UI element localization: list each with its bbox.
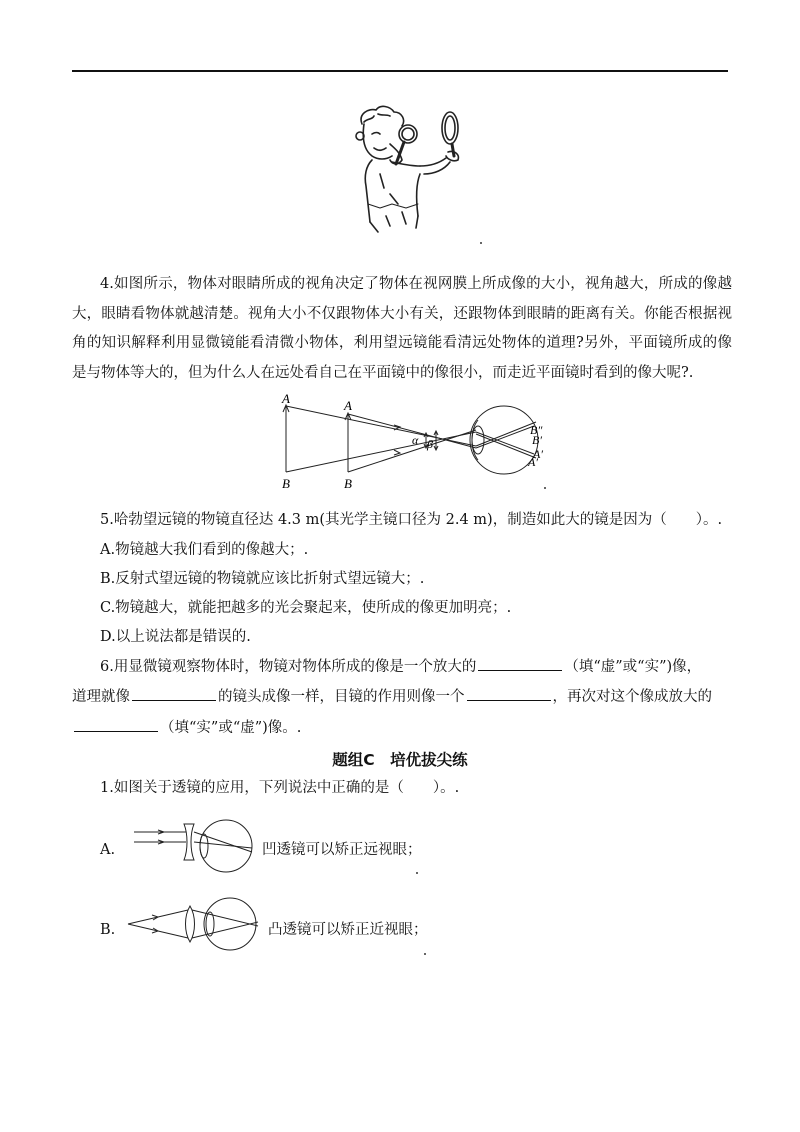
visual-angle-diagram	[276, 392, 556, 496]
answer-blank-3[interactable]	[467, 686, 551, 701]
concave-lens-eye-diagram	[130, 818, 262, 874]
convex-lens-eye-diagram	[126, 896, 266, 952]
label-A-prime-2: A′	[528, 455, 538, 469]
question-6-line-1	[100, 656, 701, 677]
question-6-line-2	[72, 686, 712, 707]
question-6-text: （填“虚”或“实”)像，	[564, 659, 702, 675]
answer-blank-2[interactable]	[132, 686, 216, 701]
answer-blank-4[interactable]	[74, 717, 158, 732]
question-6-text: 道理就像	[72, 689, 130, 705]
c1-option-a-letter: A.	[100, 842, 116, 858]
label-A-near: A	[344, 398, 352, 413]
label-B-near: B	[344, 476, 352, 491]
label-alpha: α	[412, 433, 419, 447]
question-5-option-b: B.反射式望远镜的物镜就应该比折射式望远镜大；.	[100, 571, 425, 587]
question-5-option-c: C.物镜越大，就能把越多的光会聚起来，使所成的像更加明亮；.	[100, 600, 512, 616]
question-6-text: （填“实”或“虚”)像。.	[160, 720, 302, 736]
question-4: 4.如图所示，物体对眼睛所成的视角决定了物体在视网膜上所成像的大小，视角越大，所成的像越大，眼睛看物体就越清楚。视角大小不仅跟物体大小有关，还跟物体到眼睛的距离有关。你能否根据视角的知识解释利用显微镜能看清微小物体，利用望远镜能看清远处物体的道理?另外，平面镜所成的像是与物体等大的，但为什么人在远处看自己在平面镜中的像很小，而走近平面镜时看到的像大呢?.	[72, 276, 732, 381]
c1-stem: 1.如图关于透镜的应用，下列说法中正确的是（ ）。.	[100, 780, 460, 796]
section-title: 题组C 培优拔尖练	[332, 751, 468, 769]
question-5-option-d: D.以上说法都是错误的.	[100, 629, 251, 645]
label-B-double-prime: B″	[530, 423, 543, 437]
stray-dot	[424, 953, 426, 955]
label-beta: β	[427, 437, 433, 451]
question-6-line-3	[72, 717, 301, 738]
label-A-prime-1: A′	[533, 447, 543, 461]
c1-option-b-letter: B.	[100, 922, 116, 938]
c1-option-a-text: 凹透镜可以矫正远视眼；	[262, 842, 422, 858]
stray-dot	[544, 487, 546, 489]
answer-blank-1[interactable]	[478, 656, 562, 671]
header-rule	[72, 70, 728, 72]
stray-dot	[480, 242, 482, 244]
label-A-far: A	[282, 392, 290, 406]
question-6-text: 6.用显微镜观察物体时，物镜对物体所成的像是一个放大的	[100, 659, 477, 675]
question-5-stem: 5.哈勃望远镜的物镜直径达 4.3 m(其光学主镜口径为 2.4 m)，制造如此大的镜是因为（ ）。.	[100, 512, 723, 528]
label-B-prime: B′	[532, 433, 542, 447]
question-6-text: ，再次对这个像成放大的	[552, 689, 712, 705]
c1-option-b-text: 凸透镜可以矫正近视眼；	[268, 922, 428, 938]
question-5-option-a: A.物镜越大我们看到的像越大；.	[100, 542, 309, 558]
stray-dot	[416, 872, 418, 874]
label-B-far: B	[282, 476, 290, 491]
boy-magnifier-illustration	[350, 104, 470, 236]
question-6-text: 的镜头成像一样，目镜的作用则像一个	[218, 689, 465, 705]
